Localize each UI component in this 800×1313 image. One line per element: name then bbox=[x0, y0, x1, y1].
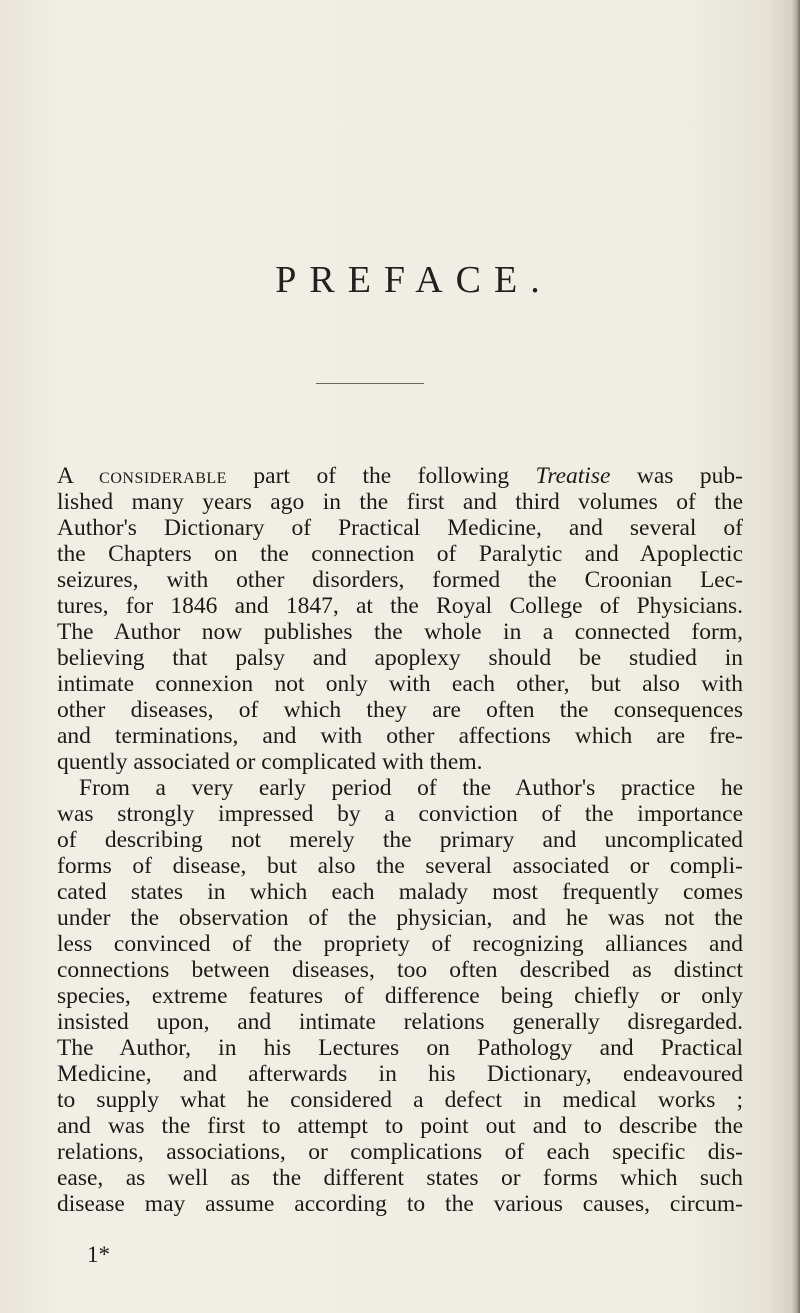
text-line: From a very early period of the Author's practice he bbox=[79, 775, 743, 801]
text-line: of describing not merely the primary and uncomplicated bbox=[57, 827, 743, 853]
text-line: Author's Dictionary of Practical Medicine, and several of bbox=[57, 515, 743, 541]
text-line: to supply what he considered a defect in medical works ; bbox=[57, 1087, 743, 1113]
text-line: cated states in which each malady most frequently comes bbox=[57, 879, 743, 905]
text-line: lished many years ago in the first and third volumes of the bbox=[57, 489, 743, 515]
text-line: intimate connexion not only with each other, but also with bbox=[57, 671, 743, 697]
opening-text: part of the following bbox=[226, 463, 536, 489]
text-line: forms of disease, but also the several associated or compli- bbox=[57, 853, 743, 879]
opening-smallcaps: considerable bbox=[99, 463, 227, 489]
text-line: ease, as well as the different states or forms which such bbox=[57, 1165, 743, 1191]
text-line: and terminations, and with other affections which are fre- bbox=[57, 723, 743, 749]
text-line: quently associated or complicated with them. bbox=[57, 749, 483, 775]
text-line: under the observation of the physician, and he was not the bbox=[57, 905, 743, 931]
text-line: less convinced of the propriety of recognizing alliances and bbox=[57, 931, 743, 957]
treatise-italic: Treatise bbox=[535, 463, 611, 489]
text-line: seizures, with other disorders, formed the Croonian Lec- bbox=[57, 567, 743, 593]
page-edge-shadow bbox=[792, 0, 800, 1313]
title-divider bbox=[316, 383, 424, 384]
signature-mark: 1* bbox=[87, 1242, 110, 1267]
text-line: was strongly impressed by a conviction of the importance bbox=[57, 801, 743, 827]
text-line: insisted upon, and intimate relations generally disregarded. bbox=[57, 1009, 743, 1035]
page-title: PREFACE. bbox=[275, 259, 553, 301]
opening-dropcap: A bbox=[57, 463, 73, 489]
text-line: relations, associations, or complications of each specific dis- bbox=[57, 1139, 743, 1165]
text-line-1 bbox=[57, 463, 743, 489]
text-line: connections between diseases, too often described as distinct bbox=[57, 957, 743, 983]
opening-text-end: was pub- bbox=[610, 463, 743, 489]
text-line: species, extreme features of difference being chiefly or only bbox=[57, 983, 743, 1009]
text-line: The Author now publishes the whole in a connected form, bbox=[57, 619, 743, 645]
text-line: tures, for 1846 and 1847, at the Royal College of Physicians. bbox=[57, 593, 743, 619]
text-line: disease may assume according to the various causes, circum- bbox=[57, 1191, 743, 1217]
text-line: believing that palsy and apoplexy should be studied in bbox=[57, 645, 743, 671]
text-line: the Chapters on the connection of Paralytic and Apoplectic bbox=[57, 541, 743, 567]
text-line: Medicine, and afterwards in his Dictionary, endeavoured bbox=[57, 1061, 743, 1087]
text-line: and was the first to attempt to point out and to describe the bbox=[57, 1113, 743, 1139]
text-line: other diseases, of which they are often the consequences bbox=[57, 697, 743, 723]
preface-body bbox=[57, 463, 743, 1217]
text-line: The Author, in his Lectures on Pathology and Practical bbox=[57, 1035, 743, 1061]
